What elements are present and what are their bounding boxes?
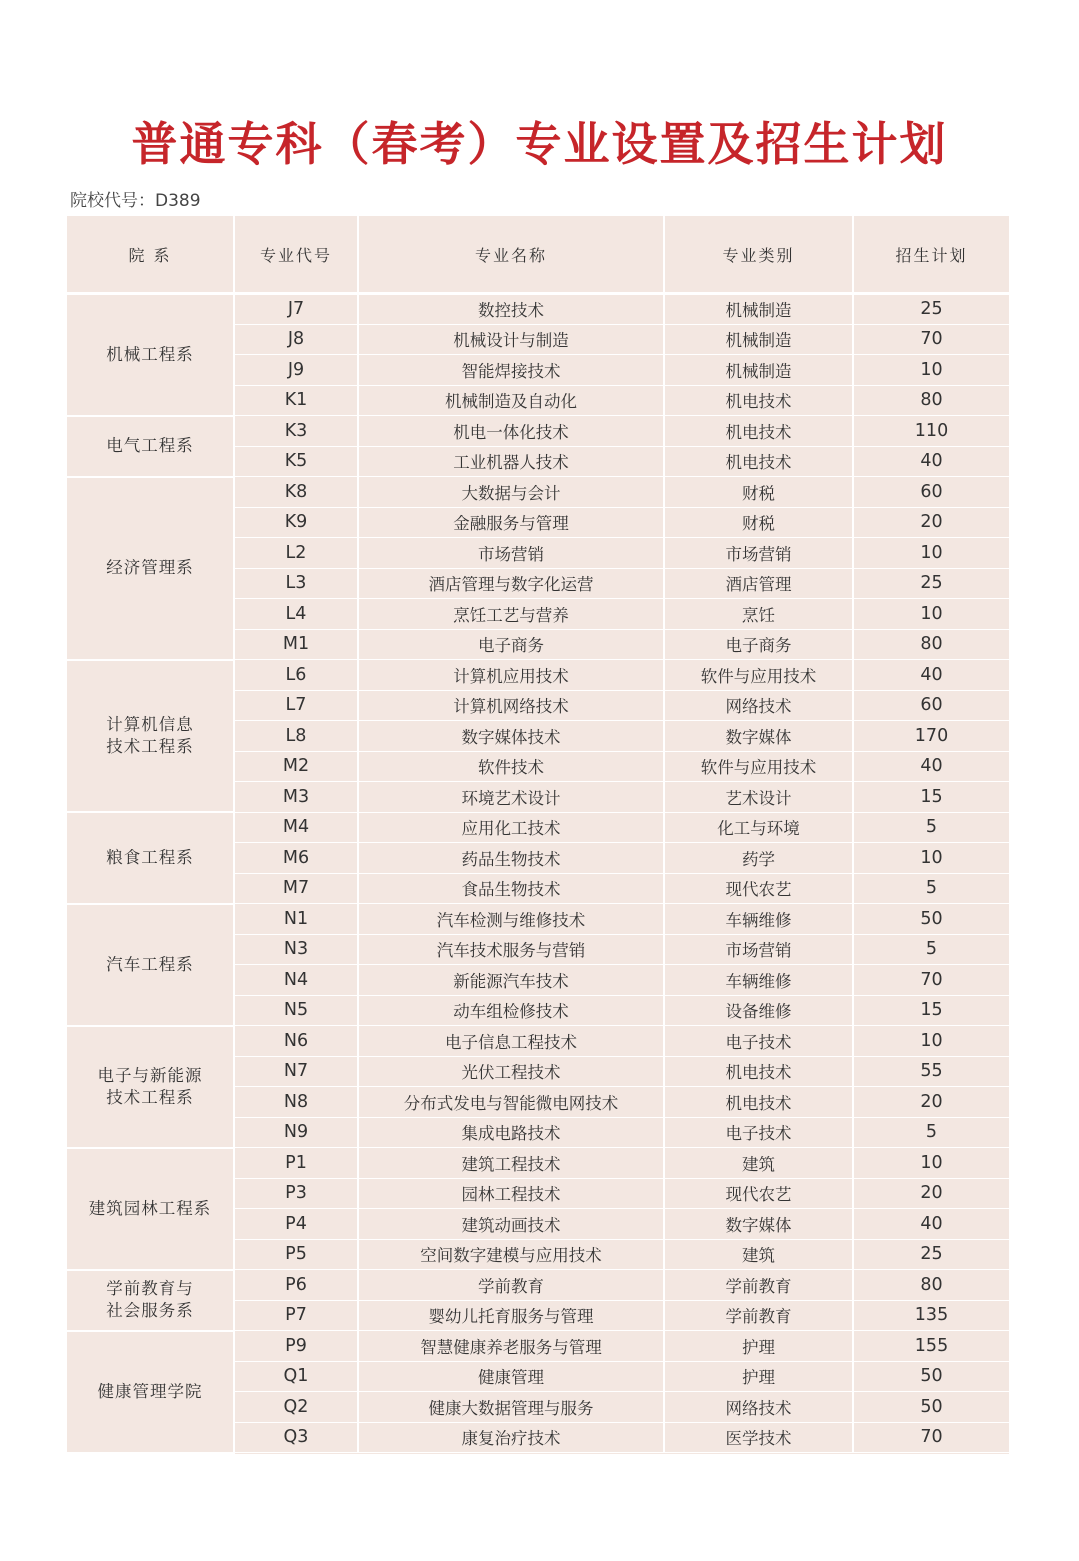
major-category-cell: 市场营销 [664, 538, 853, 569]
enrollment-quota-cell: 80 [853, 1270, 1009, 1301]
major-name-cell: 光伏工程技术 [358, 1056, 664, 1087]
major-code-cell: L2 [234, 538, 358, 569]
major-code-cell: N3 [234, 934, 358, 965]
department-name: 计算机信息 技术工程系 [106, 714, 194, 756]
table-header-row [67, 216, 1009, 294]
major-code-cell: M2 [234, 751, 358, 782]
department-name: 机械工程系 [106, 344, 194, 364]
major-name-cell: 智慧健康养老服务与管理 [358, 1331, 664, 1362]
major-category-cell: 软件与应用技术 [664, 660, 853, 691]
enrollment-quota-cell: 10 [853, 1148, 1009, 1179]
enrollment-quota-cell: 40 [853, 446, 1009, 477]
major-name-cell: 数控技术 [358, 294, 664, 325]
major-category-cell: 酒店管理 [664, 568, 853, 599]
major-category-cell: 烹饪 [664, 599, 853, 630]
major-code-cell: K8 [234, 477, 358, 508]
major-category-cell: 建筑 [664, 1148, 853, 1179]
enrollment-quota-cell: 80 [853, 385, 1009, 416]
department-name: 经济管理系 [106, 558, 194, 577]
major-category-cell: 财税 [664, 507, 853, 538]
major-name-cell: 机电一体化技术 [358, 416, 664, 447]
major-code-cell: L3 [234, 568, 358, 599]
major-code-cell: M7 [234, 873, 358, 904]
major-code-cell: P1 [234, 1148, 358, 1179]
major-name-cell: 烹饪工艺与营养 [358, 599, 664, 630]
department-name: 电气工程系 [106, 436, 194, 455]
enrollment-plan-table [67, 216, 1009, 1454]
major-category-cell: 设备维修 [664, 995, 853, 1026]
enrollment-quota-cell: 20 [853, 507, 1009, 538]
major-name-cell: 应用化工技术 [358, 812, 664, 843]
major-category-cell: 学前教育 [664, 1270, 853, 1301]
enrollment-quota-cell: 15 [853, 782, 1009, 813]
major-category-cell: 建筑 [664, 1239, 853, 1270]
department-cell [67, 1331, 234, 1453]
major-category-cell: 药学 [664, 843, 853, 874]
department-cell [67, 1270, 234, 1331]
major-name-cell: 软件技术 [358, 751, 664, 782]
enrollment-quota-cell: 25 [853, 1239, 1009, 1270]
major-code-cell: N8 [234, 1087, 358, 1118]
major-name-cell: 市场营销 [358, 538, 664, 569]
major-name-cell: 园林工程技术 [358, 1178, 664, 1209]
header-quota: 招生计划 [853, 216, 1009, 294]
major-name-cell: 分布式发电与智能微电网技术 [358, 1087, 664, 1118]
major-code-cell: N9 [234, 1117, 358, 1148]
department-name: 学前教育与 社会服务系 [106, 1279, 194, 1320]
school-code: 院校代号：D389 [70, 191, 201, 211]
major-category-cell: 数字媒体 [664, 721, 853, 752]
major-code-cell: Q3 [234, 1422, 358, 1453]
major-code-cell: Q1 [234, 1361, 358, 1392]
major-code-cell: N6 [234, 1026, 358, 1057]
enrollment-quota-cell: 25 [853, 294, 1009, 325]
major-name-cell: 建筑工程技术 [358, 1148, 664, 1179]
enrollment-quota-cell: 55 [853, 1056, 1009, 1087]
major-category-cell: 机电技术 [664, 1056, 853, 1087]
enrollment-quota-cell: 40 [853, 751, 1009, 782]
major-category-cell: 医学技术 [664, 1422, 853, 1453]
major-name-cell: 工业机器人技术 [358, 446, 664, 477]
major-category-cell: 软件与应用技术 [664, 751, 853, 782]
header-code: 专业代号 [234, 216, 358, 294]
major-code-cell: K1 [234, 385, 358, 416]
department-cell [67, 812, 234, 904]
enrollment-quota-cell: 70 [853, 965, 1009, 996]
major-code-cell: M6 [234, 843, 358, 874]
enrollment-quota-cell: 5 [853, 934, 1009, 965]
enrollment-quota-cell: 50 [853, 904, 1009, 935]
major-code-cell: J7 [234, 294, 358, 325]
major-name-cell: 机械设计与制造 [358, 324, 664, 355]
major-name-cell: 新能源汽车技术 [358, 965, 664, 996]
department-name: 建筑园林工程系 [88, 1198, 212, 1218]
major-category-cell: 现代农艺 [664, 1178, 853, 1209]
department-cell [67, 904, 234, 1026]
major-code-cell: Q2 [234, 1392, 358, 1423]
page-title: 普通专科（春考）专业设置及招生计划 [131, 117, 948, 171]
major-category-cell: 机电技术 [664, 1087, 853, 1118]
enrollment-quota-cell: 20 [853, 1087, 1009, 1118]
enrollment-quota-cell: 10 [853, 843, 1009, 874]
table-row [67, 416, 1009, 447]
table-row [67, 812, 1009, 843]
major-category-cell: 现代农艺 [664, 873, 853, 904]
major-code-cell: N1 [234, 904, 358, 935]
major-name-cell: 计算机网络技术 [358, 690, 664, 721]
enrollment-quota-cell: 10 [853, 599, 1009, 630]
enrollment-quota-cell: 10 [853, 1026, 1009, 1057]
enrollment-quota-cell: 5 [853, 873, 1009, 904]
enrollment-quota-cell: 155 [853, 1331, 1009, 1362]
table-row [67, 904, 1009, 935]
table-body [67, 294, 1009, 1453]
enrollment-quota-cell: 60 [853, 477, 1009, 508]
major-name-cell: 机械制造及自动化 [358, 385, 664, 416]
major-category-cell: 网络技术 [664, 1392, 853, 1423]
major-category-cell: 机械制造 [664, 294, 853, 325]
enrollment-quota-cell: 5 [853, 1117, 1009, 1148]
department-cell [67, 477, 234, 660]
major-category-cell: 数字媒体 [664, 1209, 853, 1240]
major-name-cell: 大数据与会计 [358, 477, 664, 508]
major-code-cell: K5 [234, 446, 358, 477]
major-category-cell: 机电技术 [664, 385, 853, 416]
major-category-cell: 车辆维修 [664, 965, 853, 996]
major-category-cell: 电子商务 [664, 629, 853, 660]
major-name-cell: 数字媒体技术 [358, 721, 664, 752]
major-name-cell: 康复治疗技术 [358, 1422, 664, 1453]
major-code-cell: M4 [234, 812, 358, 843]
major-name-cell: 婴幼儿托育服务与管理 [358, 1300, 664, 1331]
major-code-cell: P7 [234, 1300, 358, 1331]
department-cell [67, 416, 234, 477]
major-name-cell: 电子信息工程技术 [358, 1026, 664, 1057]
department-cell [67, 294, 234, 416]
major-code-cell: P6 [234, 1270, 358, 1301]
table-row [67, 477, 1009, 508]
major-code-cell: L7 [234, 690, 358, 721]
department-cell [67, 660, 234, 813]
enrollment-quota-cell: 40 [853, 660, 1009, 691]
major-code-cell: P5 [234, 1239, 358, 1270]
major-name-cell: 计算机应用技术 [358, 660, 664, 691]
enrollment-quota-cell: 10 [853, 538, 1009, 569]
enrollment-quota-cell: 110 [853, 416, 1009, 447]
major-code-cell: P9 [234, 1331, 358, 1362]
major-category-cell: 电子技术 [664, 1026, 853, 1057]
major-category-cell: 财税 [664, 477, 853, 508]
department-name: 汽车工程系 [106, 954, 194, 974]
enrollment-quota-cell: 5 [853, 812, 1009, 843]
major-code-cell: J9 [234, 355, 358, 386]
major-code-cell: M3 [234, 782, 358, 813]
header-dept: 院 系 [67, 216, 234, 294]
table-row [67, 1026, 1009, 1057]
department-name: 健康管理学院 [97, 1381, 203, 1401]
major-category-cell: 机电技术 [664, 446, 853, 477]
major-category-cell: 机械制造 [664, 324, 853, 355]
major-code-cell: M1 [234, 629, 358, 660]
major-category-cell: 市场营销 [664, 934, 853, 965]
enrollment-quota-cell: 25 [853, 568, 1009, 599]
major-category-cell: 学前教育 [664, 1300, 853, 1331]
department-cell [67, 1026, 234, 1148]
enrollment-quota-cell: 50 [853, 1361, 1009, 1392]
major-name-cell: 环境艺术设计 [358, 782, 664, 813]
major-name-cell: 空间数字建模与应用技术 [358, 1239, 664, 1270]
major-code-cell: L8 [234, 721, 358, 752]
table-row [67, 1270, 1009, 1301]
major-name-cell: 建筑动画技术 [358, 1209, 664, 1240]
enrollment-quota-cell: 170 [853, 721, 1009, 752]
header-category: 专业类别 [664, 216, 853, 294]
enrollment-quota-cell: 40 [853, 1209, 1009, 1240]
table-row [67, 660, 1009, 691]
major-name-cell: 智能焊接技术 [358, 355, 664, 386]
enrollment-quota-cell: 80 [853, 629, 1009, 660]
major-code-cell: K3 [234, 416, 358, 447]
enrollment-quota-cell: 70 [853, 324, 1009, 355]
major-category-cell: 车辆维修 [664, 904, 853, 935]
enrollment-quota-cell: 60 [853, 690, 1009, 721]
major-code-cell: J8 [234, 324, 358, 355]
major-name-cell: 汽车技术服务与营销 [358, 934, 664, 965]
major-category-cell: 网络技术 [664, 690, 853, 721]
major-code-cell: N7 [234, 1056, 358, 1087]
major-name-cell: 学前教育 [358, 1270, 664, 1301]
major-name-cell: 健康大数据管理与服务 [358, 1392, 664, 1423]
major-category-cell: 护理 [664, 1361, 853, 1392]
department-name: 电子与新能源 技术工程系 [97, 1065, 203, 1107]
major-code-cell: L4 [234, 599, 358, 630]
enrollment-quota-cell: 70 [853, 1422, 1009, 1453]
table-row [67, 1148, 1009, 1179]
enrollment-quota-cell: 10 [853, 355, 1009, 386]
enrollment-quota-cell: 15 [853, 995, 1009, 1026]
table-row [67, 294, 1009, 325]
major-name-cell: 汽车检测与维修技术 [358, 904, 664, 935]
major-name-cell: 集成电路技术 [358, 1117, 664, 1148]
enrollment-quota-cell: 20 [853, 1178, 1009, 1209]
major-category-cell: 电子技术 [664, 1117, 853, 1148]
header-name: 专业名称 [358, 216, 664, 294]
major-code-cell: K9 [234, 507, 358, 538]
table-row [67, 1331, 1009, 1362]
department-name: 粮食工程系 [106, 847, 194, 867]
major-name-cell: 金融服务与管理 [358, 507, 664, 538]
major-category-cell: 机械制造 [664, 355, 853, 386]
major-name-cell: 药品生物技术 [358, 843, 664, 874]
major-name-cell: 动车组检修技术 [358, 995, 664, 1026]
major-name-cell: 食品生物技术 [358, 873, 664, 904]
major-name-cell: 酒店管理与数字化运营 [358, 568, 664, 599]
enrollment-quota-cell: 50 [853, 1392, 1009, 1423]
department-cell [67, 1148, 234, 1270]
major-code-cell: P4 [234, 1209, 358, 1240]
enrollment-quota-cell: 135 [853, 1300, 1009, 1331]
major-category-cell: 艺术设计 [664, 782, 853, 813]
major-name-cell: 健康管理 [358, 1361, 664, 1392]
major-category-cell: 化工与环境 [664, 812, 853, 843]
major-code-cell: L6 [234, 660, 358, 691]
major-category-cell: 机电技术 [664, 416, 853, 447]
major-code-cell: N5 [234, 995, 358, 1026]
major-category-cell: 护理 [664, 1331, 853, 1362]
major-code-cell: P3 [234, 1178, 358, 1209]
major-code-cell: N4 [234, 965, 358, 996]
major-name-cell: 电子商务 [358, 629, 664, 660]
